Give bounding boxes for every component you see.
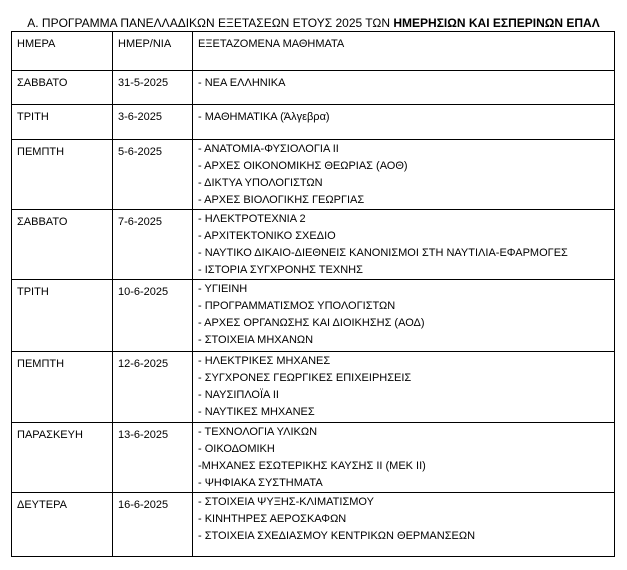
cell-date: 13-6-2025 (113, 423, 193, 493)
cell-subjects (193, 210, 615, 280)
document-title-prefix: Α. ΠΡΟΓΡΑΜΜΑ ΠΑΝΕΛΛΑΔΙΚΩΝ ΕΞΕΤΑΣΕΩΝ ΕΤΟΥΣ 2025 ΤΩΝ (27, 16, 394, 30)
cell-date: 16-6-2025 (113, 493, 193, 557)
table-row (12, 493, 615, 557)
cell-subjects (193, 493, 615, 557)
cell-subjects (193, 352, 615, 423)
subject-item: - ΙΣΤΟΡΙΑ ΣΥΓΧΡΟΝΗΣ ΤΕΧΝΗΣ (198, 264, 363, 276)
subject-item: - ΠΡΟΓΡΑΜΜΑΤΙΣΜΟΣ ΥΠΟΛΟΓΙΣΤΩΝ (198, 300, 396, 312)
subject-item: - ΗΛΕΚΤΡΙΚΕΣ ΜΗΧΑΝΕΣ (198, 355, 331, 367)
subject-item: - ΝΑΥΣΙΠΛΟΪΑ ΙΙ (198, 389, 279, 401)
cell-subjects (193, 71, 615, 105)
subject-item: - ΑΡΧΕΣ ΟΙΚΟΝΟΜΙΚΗΣ ΘΕΩΡΙΑΣ (ΑΟΘ) (198, 160, 408, 172)
cell-date: 10-6-2025 (113, 280, 193, 352)
subject-item: - ΟΙΚΟΔΟΜΙΚΗ (198, 443, 275, 455)
subject-item: - ΑΝΑΤΟΜΙΑ-ΦΥΣΙΟΛΟΓΙΑ ΙΙ (198, 143, 339, 155)
subject-item: - ΝΑΥΤΙΚΕΣ ΜΗΧΑΝΕΣ (198, 406, 315, 418)
subject-item: - ΚΙΝΗΤΗΡΕΣ ΑΕΡΟΣΚΑΦΩΝ (198, 513, 347, 525)
subject-item: - ΣΤΟΙΧΕΙΑ ΣΧΕΔΙΑΣΜΟΥ ΚΕΝΤΡΙΚΩΝ ΘΕΡΜΑΝΣΕΩΝ (198, 530, 476, 542)
document-title (0, 15, 627, 31)
table-row (12, 423, 615, 493)
header-day: ΗΜΕΡΑ (12, 32, 113, 71)
cell-subjects (193, 105, 615, 140)
subject-item: - ΣΤΟΙΧΕΙΑ ΨΥΞΗΣ-ΚΛΙΜΑΤΙΣΜΟΥ (198, 496, 374, 508)
cell-day: ΤΡΙΤΗ (12, 105, 113, 140)
subject-item: - ΑΡΧΙΤΕΚΤΟΝΙΚΟ ΣΧΕΔΙΟ (198, 230, 336, 242)
subject-item: - ΗΛΕΚΤΡΟΤΕΧΝΙΑ 2 (198, 213, 306, 225)
document-title-bold: ΗΜΕΡΗΣΙΩΝ ΚΑΙ ΕΣΠΕΡΙΝΩΝ ΕΠΑΛ (393, 16, 600, 30)
subject-item: - ΝΑΥΤΙΚΟ ΔΙΚΑΙΟ-ΔΙΕΘΝΕΙΣ ΚΑΝΟΝΙΣΜΟΙ ΣΤΗ ΝΑΥΤΙΛΙΑ-ΕΦΑΡΜΟΓΕΣ (198, 247, 568, 259)
cell-subjects (193, 140, 615, 210)
cell-day: ΠΑΡΑΣΚΕΥΗ (12, 423, 113, 493)
subject-item: - ΑΡΧΕΣ ΟΡΓΑΝΩΣΗΣ ΚΑΙ ΔΙΟΙΚΗΣΗΣ (ΑΟΔ) (198, 317, 425, 329)
subject-item: -ΜΗΧΑΝΕΣ ΕΣΩΤΕΡΙΚΗΣ ΚΑΥΣΗΣ ΙΙ (ΜΕΚ ΙΙ) (198, 460, 426, 472)
subject-item: - ΤΕΧΝΟΛΟΓΙΑ ΥΛΙΚΩΝ (198, 426, 318, 438)
cell-day: ΔΕΥΤΕΡΑ (12, 493, 113, 557)
table-row (12, 210, 615, 280)
subject-item: - ΣΥΓΧΡΟΝΕΣ ΓΕΩΡΓΙΚΕΣ ΕΠΙΧΕΙΡΗΣΕΙΣ (198, 372, 412, 384)
cell-subjects (193, 423, 615, 493)
subject-item: - ΜΑΘΗΜΑΤΙΚΑ (Άλγεβρα) (198, 111, 330, 123)
cell-date: 3-6-2025 (113, 105, 193, 140)
table-row (12, 105, 615, 140)
header-subjects: ΕΞΕΤΑΖΟΜΕΝΑ ΜΑΘΗΜΑΤΑ (193, 32, 615, 71)
subject-item: - ΝΕΑ ΕΛΛΗΝΙΚΑ (198, 77, 286, 89)
cell-date: 12-6-2025 (113, 352, 193, 423)
cell-date: 7-6-2025 (113, 210, 193, 280)
subject-item: - ΨΗΦΙΑΚΑ ΣΥΣΤΗΜΑΤΑ (198, 477, 323, 489)
cell-date: 31-5-2025 (113, 71, 193, 105)
table-header-row (12, 32, 615, 71)
header-date: ΗΜΕΡ/ΝΙΑ (113, 32, 193, 71)
table-row (12, 140, 615, 210)
table-row (12, 352, 615, 423)
cell-date: 5-6-2025 (113, 140, 193, 210)
subject-item: - ΔΙΚΤΥΑ ΥΠΟΛΟΓΙΣΤΩΝ (198, 177, 323, 189)
subject-item: - ΑΡΧΕΣ ΒΙΟΛΟΓΙΚΗΣ ΓΕΩΡΓΙΑΣ (198, 194, 365, 206)
cell-subjects (193, 280, 615, 352)
cell-day: ΠΕΜΠΤΗ (12, 352, 113, 423)
exam-schedule-table (11, 31, 615, 557)
cell-day: ΠΕΜΠΤΗ (12, 140, 113, 210)
table-row (12, 280, 615, 352)
subject-item: - ΣΤΟΙΧΕΙΑ ΜΗΧΑΝΩΝ (198, 334, 314, 346)
cell-day: ΣΑΒΒΑΤΟ (12, 71, 113, 105)
table-row (12, 71, 615, 105)
cell-day: ΣΑΒΒΑΤΟ (12, 210, 113, 280)
cell-day: ΤΡΙΤΗ (12, 280, 113, 352)
subject-item: - ΥΓΙΕΙΝΗ (198, 283, 248, 295)
